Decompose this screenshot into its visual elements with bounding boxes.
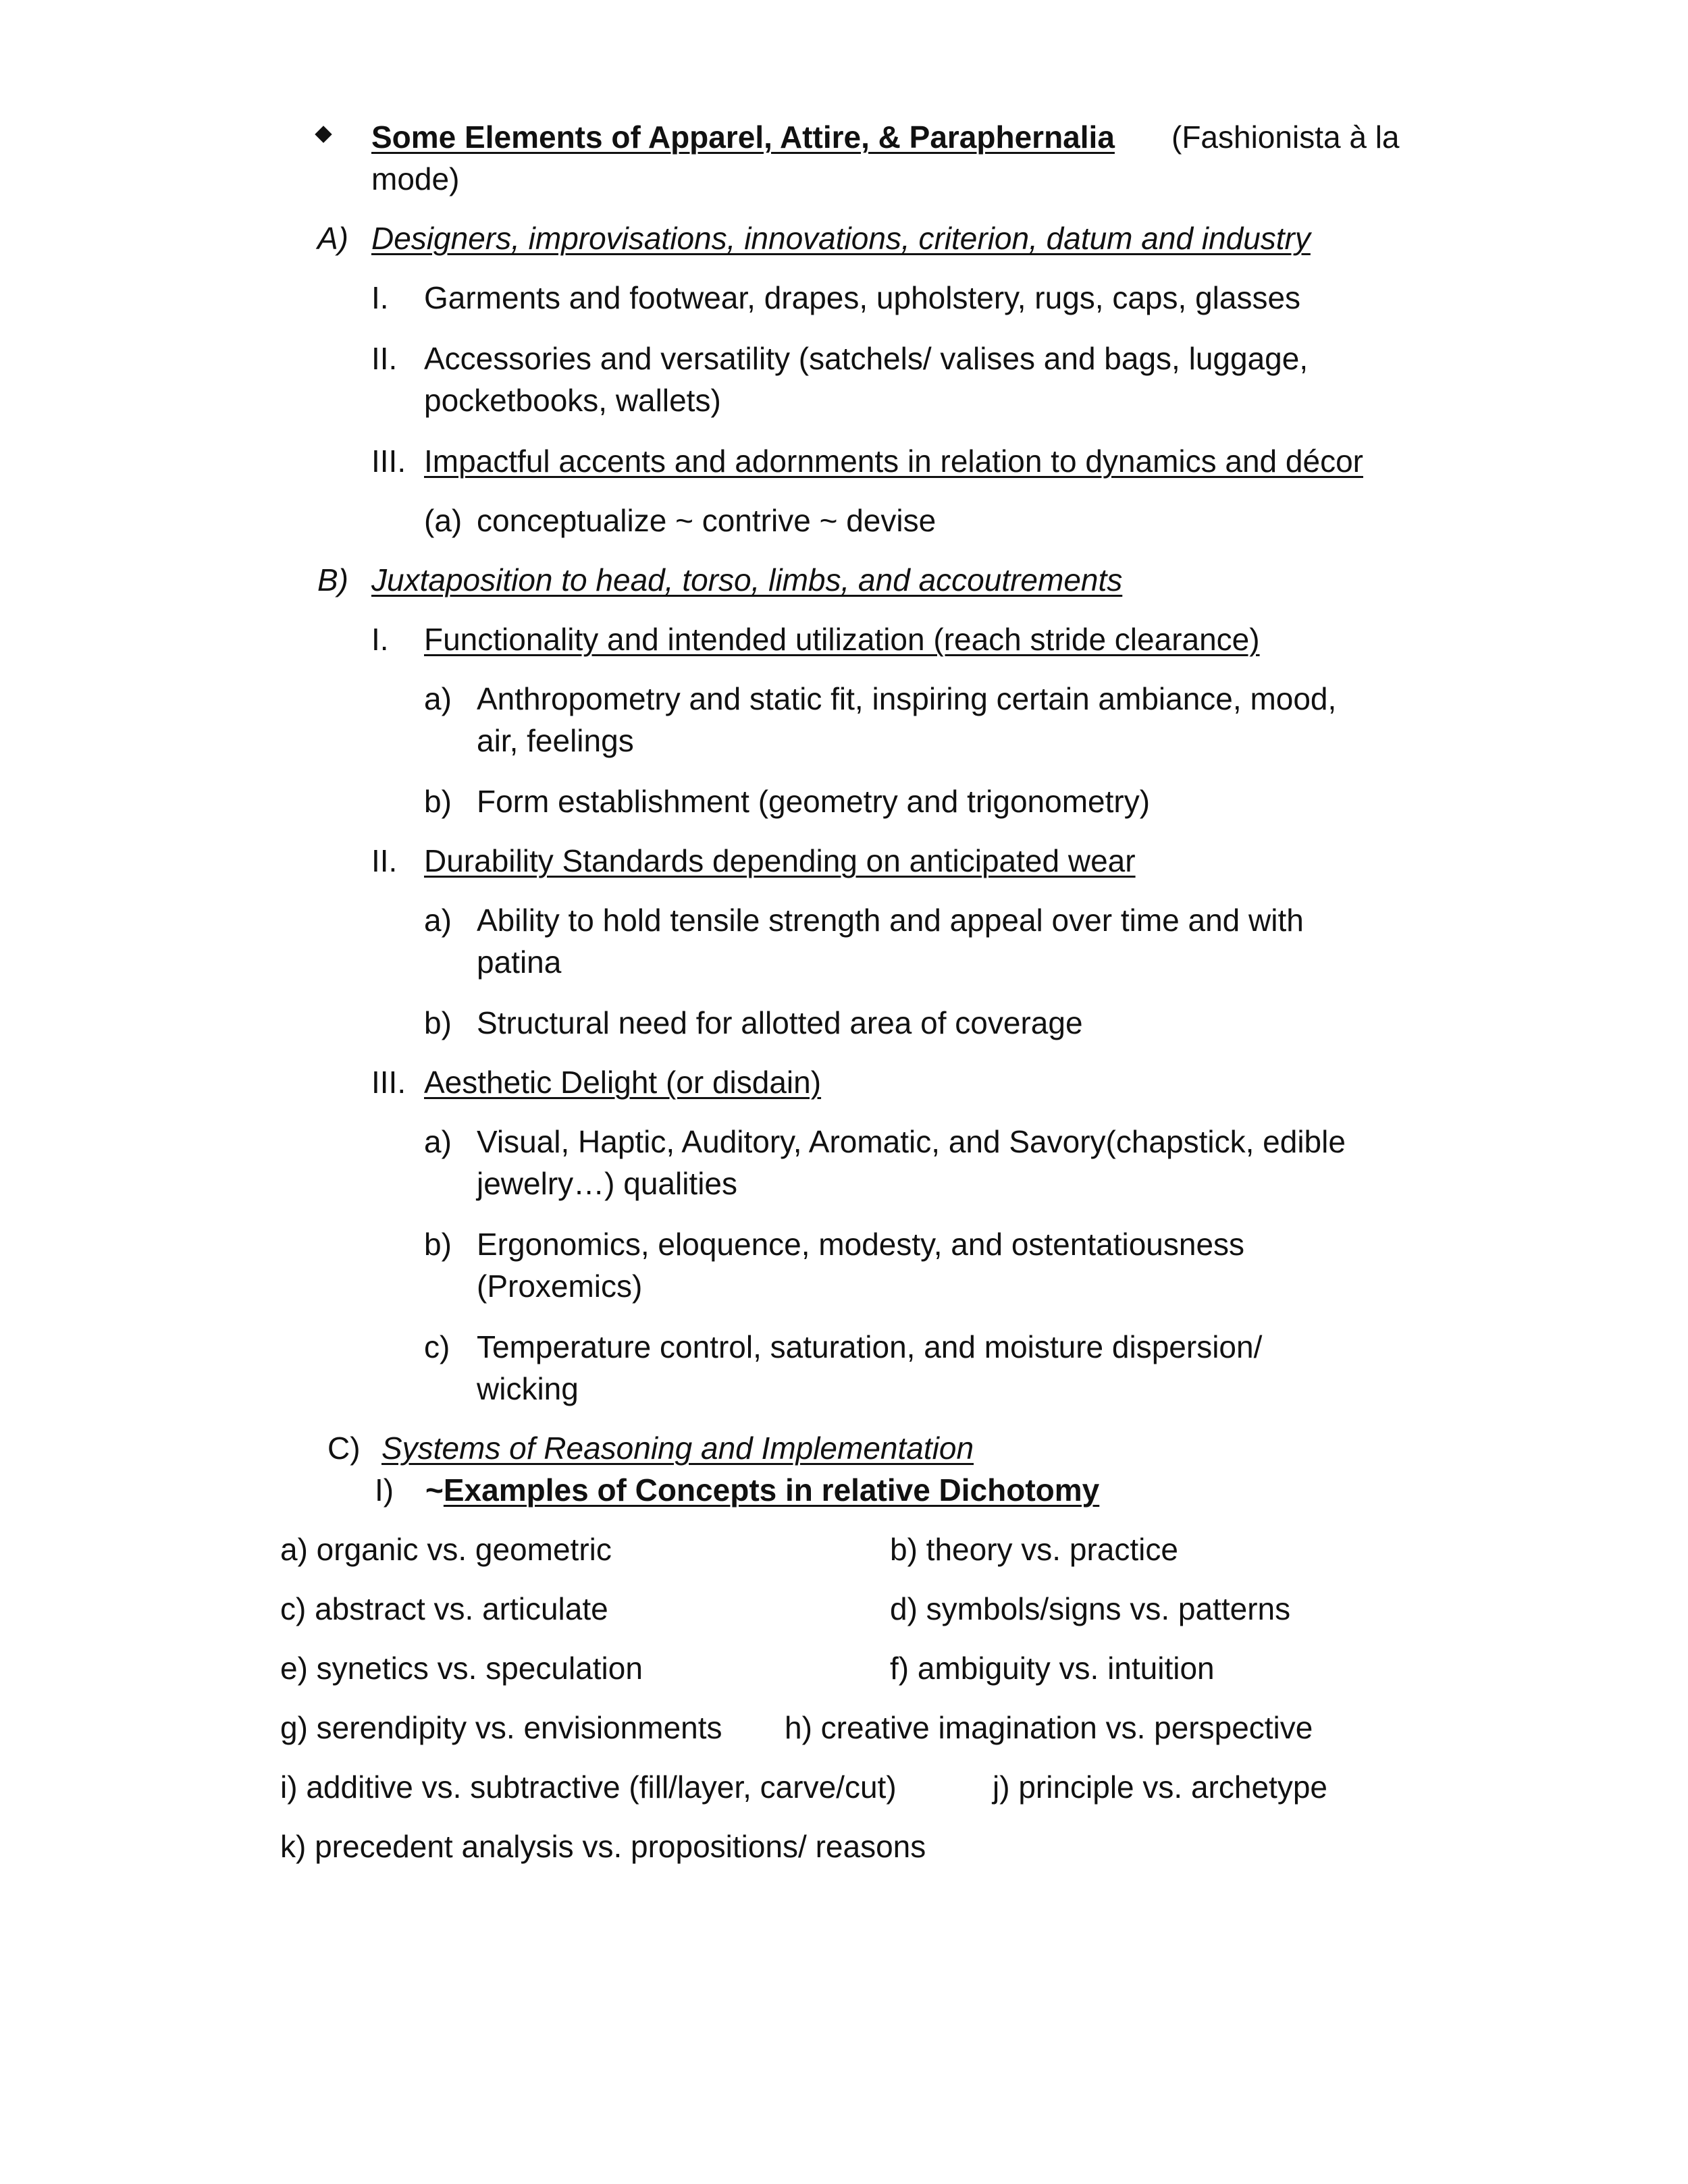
list-marker: b) xyxy=(424,1005,452,1040)
heading-note-cont: mode) xyxy=(371,161,460,196)
heading-title: Some Elements of Apparel, Attire, & Paraphernalia xyxy=(371,119,1115,155)
section-a-item-num: III. xyxy=(371,444,406,479)
section-b-group-title: Aesthetic Delight (or disdain) xyxy=(424,1065,822,1100)
list-marker: b) xyxy=(424,784,452,819)
list-marker: a) xyxy=(424,903,452,938)
list-item-cont: air, feelings xyxy=(477,723,634,758)
dichotomy-item: b) theory vs. practice xyxy=(890,1532,1178,1567)
section-a-title: Designers, improvisations, innovations, criterion, datum and industry xyxy=(371,221,1311,256)
list-item: Visual, Haptic, Auditory, Aromatic, and Savory(chapstick, edible xyxy=(477,1124,1346,1159)
list-item-cont: (Proxemics) xyxy=(477,1269,643,1304)
dichotomy-heading: Examples of Concepts in relative Dichotomy xyxy=(443,1472,1100,1508)
section-b-group-title: Functionality and intended utilization (reach stride clearance) xyxy=(424,622,1260,657)
section-a-sub-item: conceptualize ~ contrive ~ devise xyxy=(477,503,937,538)
tilde-prefix: ~ xyxy=(425,1472,444,1508)
dichotomy-item: i) additive vs. subtractive (fill/layer, carve/cut) xyxy=(280,1769,897,1805)
list-marker: c) xyxy=(424,1329,450,1364)
list-item: Ability to hold tensile strength and appeal over time and with xyxy=(477,903,1304,938)
dichotomy-item: j) principle vs. archetype xyxy=(993,1769,1327,1805)
section-a-item-num: II. xyxy=(371,341,398,376)
diamond-bullet-icon xyxy=(315,126,332,142)
dichotomy-item: k) precedent analysis vs. propositions/ reasons xyxy=(280,1829,926,1864)
dichotomy-item: e) synetics vs. speculation xyxy=(280,1651,643,1686)
list-item: Ergonomics, eloquence, modesty, and ostentatiousness xyxy=(477,1227,1245,1262)
heading-note: (Fashionista à la xyxy=(1171,119,1400,155)
section-a-item: Impactful accents and adornments in relation to dynamics and décor xyxy=(424,444,1363,479)
section-a-item: Garments and footwear, drapes, upholstery, rugs, caps, glasses xyxy=(424,280,1301,315)
section-c-sub-marker: I) xyxy=(375,1472,394,1508)
section-c-marker: C) xyxy=(327,1431,361,1466)
list-item-cont: jewelry…) qualities xyxy=(477,1166,738,1201)
dichotomy-item: c) abstract vs. articulate xyxy=(280,1591,608,1626)
section-c-sub-title xyxy=(425,1469,1099,1511)
list-item: Temperature control, saturation, and moisture dispersion/ xyxy=(477,1329,1263,1364)
section-b-group-num: II. xyxy=(371,843,398,878)
dichotomy-item: g) serendipity vs. envisionments xyxy=(280,1710,722,1745)
section-b-marker: B) xyxy=(317,562,348,597)
section-a-sub-marker: (a) xyxy=(424,503,463,538)
section-b-group-num: I. xyxy=(371,622,389,657)
section-b-group-num: III. xyxy=(371,1065,406,1100)
dichotomy-item: h) creative imagination vs. perspective xyxy=(785,1710,1313,1745)
list-item-cont: patina xyxy=(477,944,562,980)
list-item: Form establishment (geometry and trigonometry) xyxy=(477,784,1151,819)
dichotomy-item: f) ambiguity vs. intuition xyxy=(890,1651,1215,1686)
section-a-item: Accessories and versatility (satchels/ valises and bags, luggage, xyxy=(424,341,1309,376)
list-item: Anthropometry and static fit, inspiring certain ambiance, mood, xyxy=(477,681,1337,716)
section-c-title: Systems of Reasoning and Implementation xyxy=(381,1431,974,1466)
list-marker: a) xyxy=(424,681,452,716)
list-item: Structural need for allotted area of coverage xyxy=(477,1005,1083,1040)
dichotomy-item: a) organic vs. geometric xyxy=(280,1532,612,1567)
section-a-marker: A) xyxy=(317,221,348,256)
section-a-item-cont: pocketbooks, wallets) xyxy=(424,383,721,418)
section-b-group-title: Durability Standards depending on anticipated wear xyxy=(424,843,1136,878)
dichotomy-item: d) symbols/signs vs. patterns xyxy=(890,1591,1291,1626)
list-marker: a) xyxy=(424,1124,452,1159)
list-marker: b) xyxy=(424,1227,452,1262)
section-b-title: Juxtaposition to head, torso, limbs, and accoutrements xyxy=(371,562,1123,597)
list-item-cont: wicking xyxy=(477,1371,579,1406)
section-a-item-num: I. xyxy=(371,280,389,315)
